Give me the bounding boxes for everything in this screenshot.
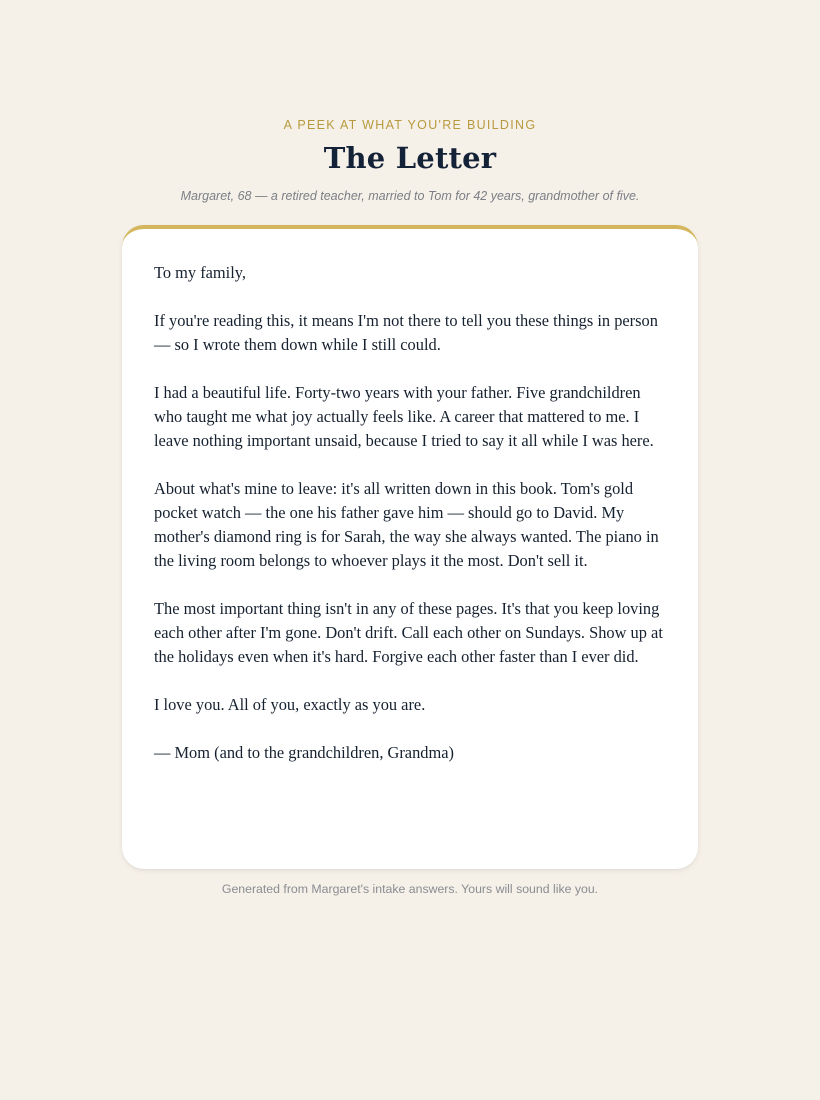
- letter-signature: — Mom (and to the grandchildren, Grandma): [154, 743, 454, 762]
- footer-note: Generated from Margaret's intake answers. Yours will sound like you.: [221, 882, 599, 896]
- letter-paragraph: The most important thing isn't in any of these pages. It's that you keep loving each other after I'm gone. Don't drift. Call each other on Sundays. Show up at the holidays even when it's hard. Forgive each other faster than I ever did.: [154, 599, 663, 666]
- letter-paragraph: I had a beautiful life. Forty-two years with your father. Five grandchildren who taught me what joy actually feels like. A career that mattered to me. I leave nothing important unsaid, because I tried to say it all while I was here.: [154, 383, 654, 450]
- page-subtitle: Margaret, 68 — a retired teacher, married to Tom for 42 years, grandmother of five.: [180, 189, 640, 203]
- letter-paragraph: I love you. All of you, exactly as you are.: [154, 695, 426, 714]
- letter-paragraph: About what's mine to leave: it's all written down in this book. Tom's gold pocket watch — the one his father gave him — should go to David. My mother's diamond ring is for Sarah, the way she always wanted. The piano in the living room belongs to whoever plays it the most. Don't sell it.: [154, 479, 659, 570]
- letter-card: [122, 225, 698, 869]
- eyebrow-label: A PEEK AT WHAT YOU'RE BUILDING: [283, 118, 537, 132]
- page-title: The Letter: [323, 141, 497, 175]
- letter-paragraph: If you're reading this, it means I'm not there to tell you these things in person — so I wrote them down while I still could.: [154, 311, 658, 354]
- letter-body: [154, 261, 672, 765]
- letter-salutation: To my family,: [154, 263, 247, 282]
